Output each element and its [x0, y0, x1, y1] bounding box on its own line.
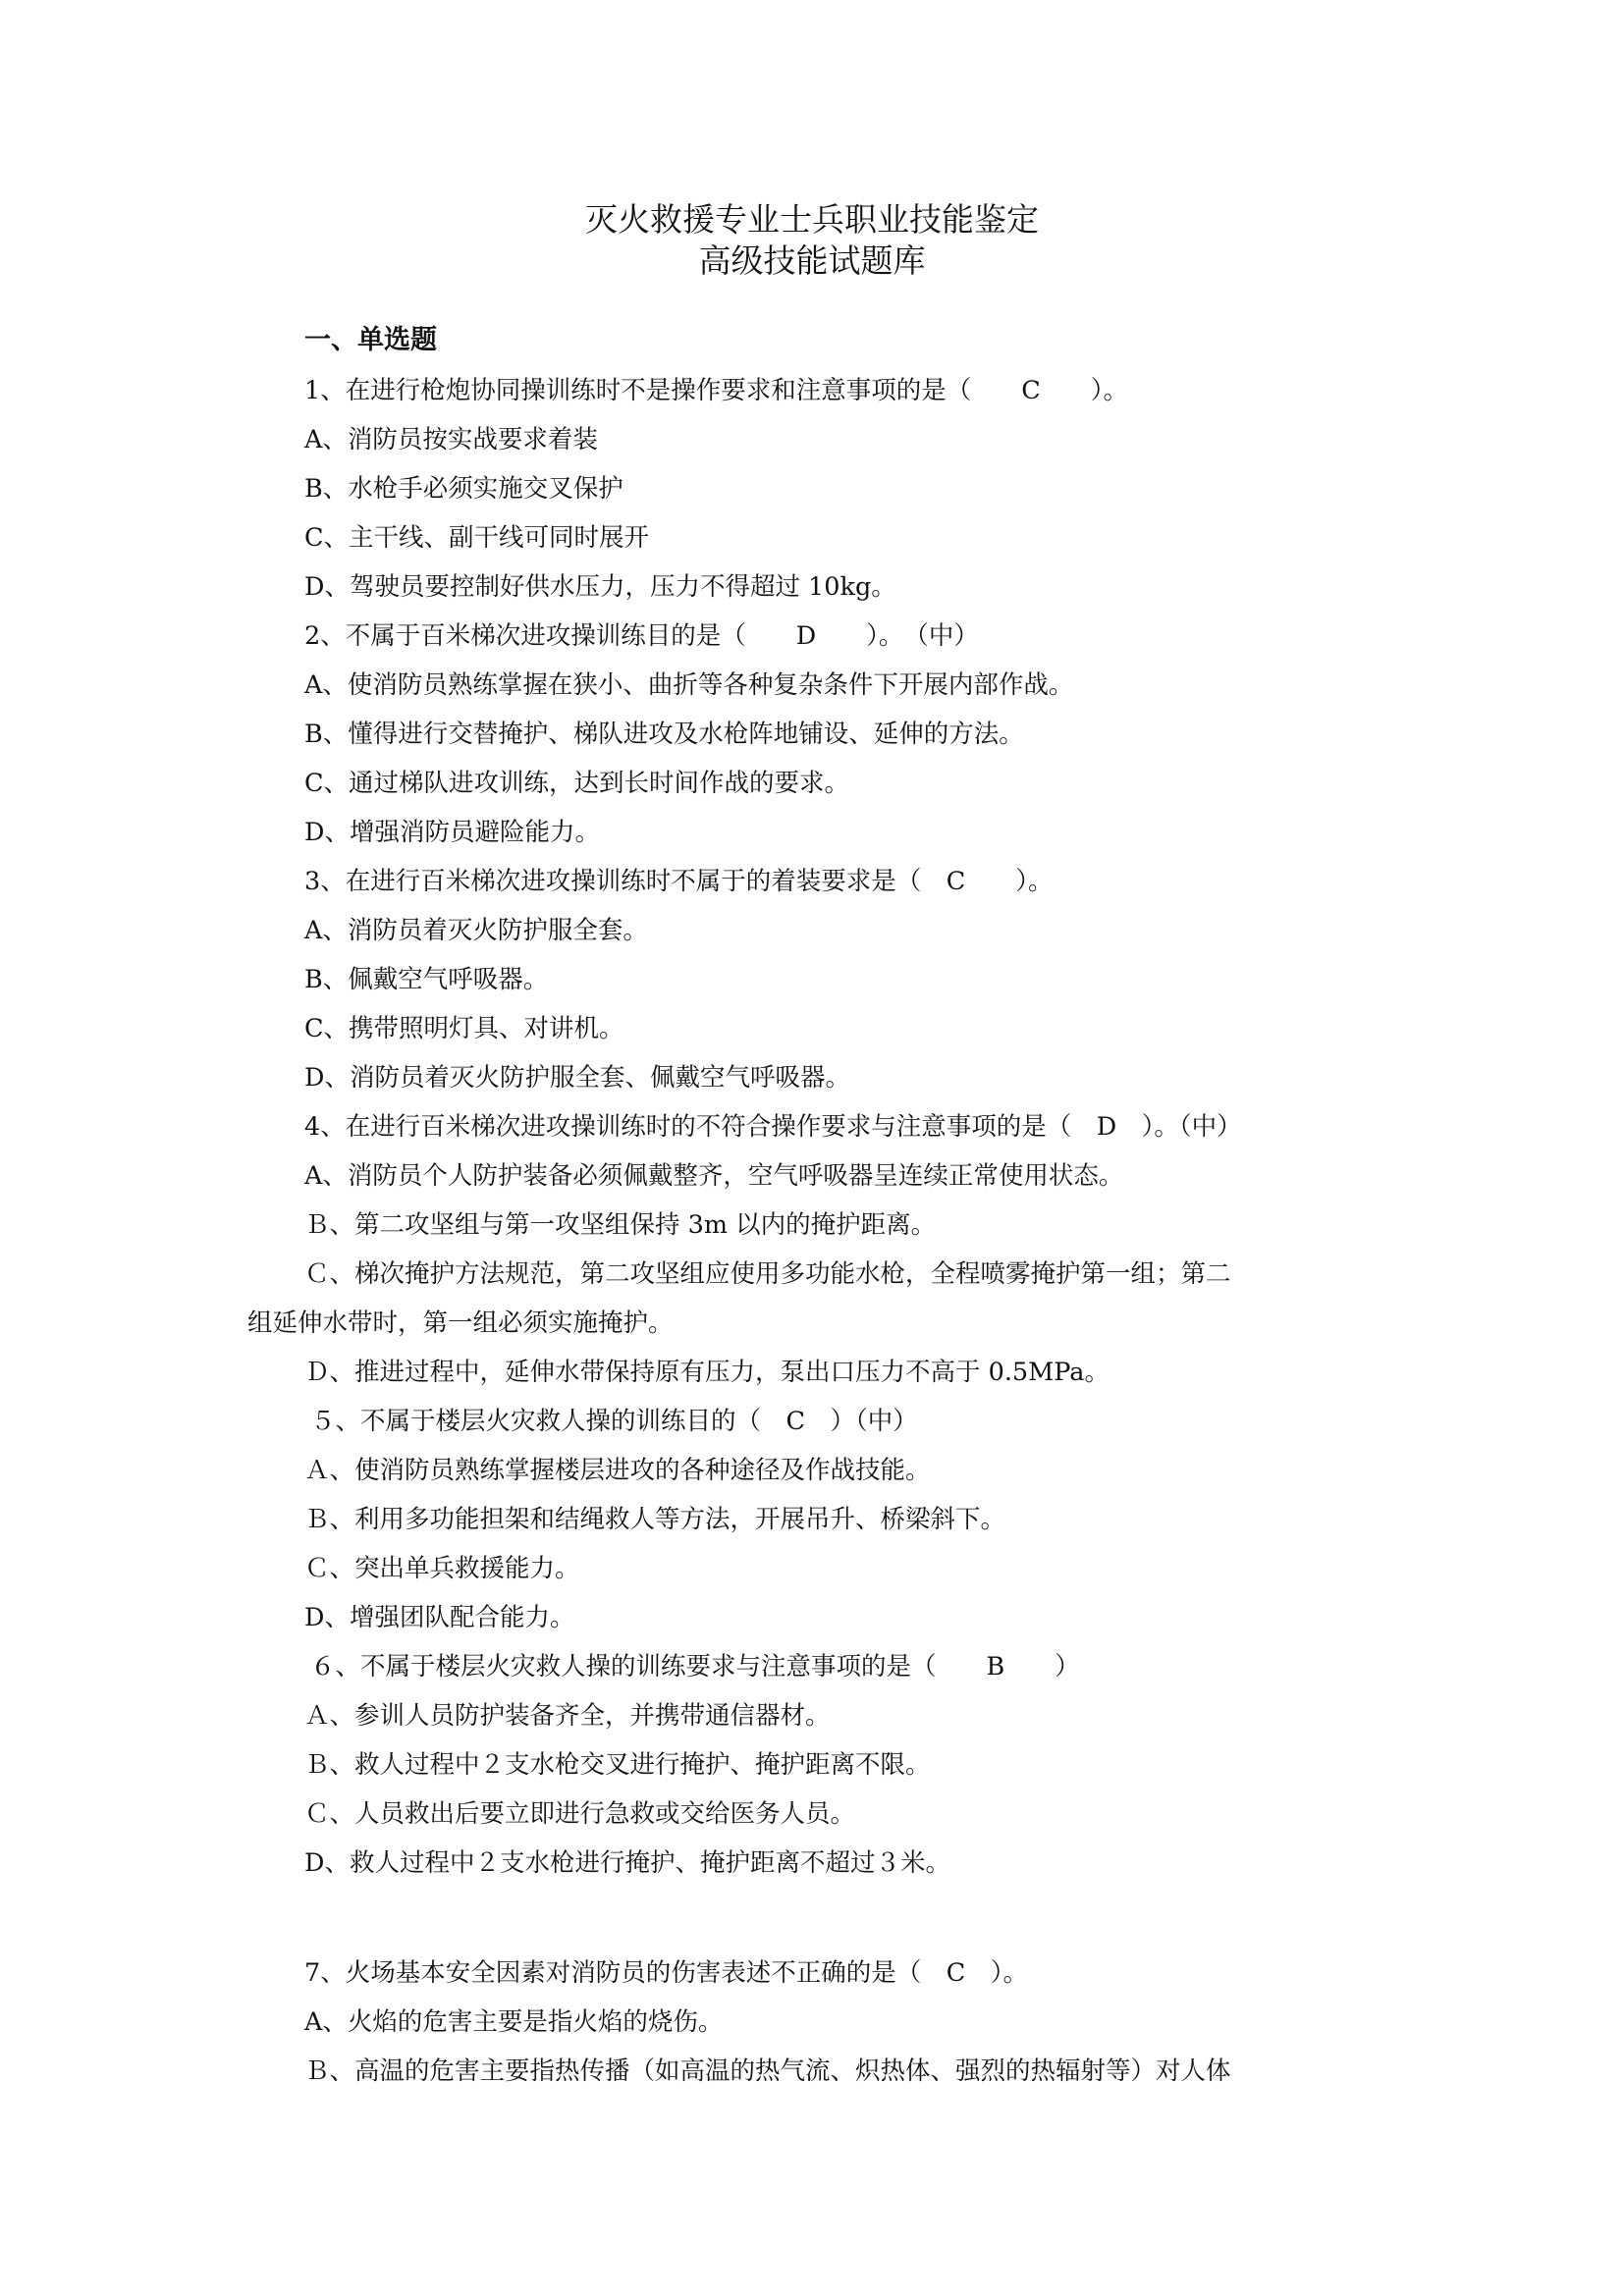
- option-c: Ｃ、人员救出后要立即进行急救或交给医务人员。: [304, 1799, 856, 1829]
- option-b: B、佩戴空气呼吸器。: [304, 965, 549, 994]
- option-a: A、消防员按实战要求着装: [304, 425, 598, 454]
- option-d: D、救人过程中２支水枪进行掩护、掩护距离不超过３米。: [304, 1848, 950, 1878]
- question-5: ５、不属于楼层火灾救人操的训练目的（ C ）（中）: [310, 1407, 918, 1436]
- option-b: B、懂得进行交替掩护、梯队进攻及水枪阵地铺设、延伸的方法。: [304, 720, 1024, 749]
- option-a: A、火焰的危害主要是指火焰的烧伤。: [304, 2007, 724, 2037]
- option-c: C、通过梯队进攻训练，达到长时间作战的要求。: [304, 769, 850, 798]
- option-a: A、消防员个人防护装备必须佩戴整齐，空气呼吸器呈连续正常使用状态。: [304, 1161, 1124, 1191]
- option-c: C、主干线、副干线可同时展开: [304, 523, 650, 553]
- document-subtitle: 高级技能试题库: [698, 241, 926, 280]
- option-d: D、消防员着灭火防护服全套、佩戴空气呼吸器。: [304, 1063, 850, 1093]
- option-d: D、驾驶员要控制好供水压力，压力不得超过 10kg。: [304, 572, 896, 602]
- option-b: Ｂ、高温的危害主要指热传播（如高温的热气流、炽热体、强烈的热辐射等）对人体: [304, 2056, 1231, 2086]
- option-b: Ｂ、第二攻坚组与第一攻坚组保持 3m 以内的掩护距离。: [304, 1210, 937, 1240]
- section-heading: 一、单选题: [304, 325, 437, 355]
- question-1: 1、在进行枪炮协同操训练时不是操作要求和注意事项的是（ C ）。: [304, 376, 1128, 405]
- question-2: 2、不属于百米梯次进攻操训练目的是（ D ）。 （中）: [304, 621, 979, 651]
- option-a: A、使消防员熟练掌握在狭小、曲折等各种复杂条件下开展内部作战。: [304, 670, 1074, 700]
- option-c-continued: 组延伸水带时，第一组必须实施掩护。: [247, 1308, 674, 1338]
- option-b: Ｂ、救人过程中２支水枪交叉进行掩护、掩护距离不限。: [304, 1750, 931, 1780]
- question-7: 7、火场基本安全因素对消防员的伤害表述不正确的是（ C ）。: [304, 1958, 1028, 1988]
- option-c: Ｃ、梯次掩护方法规范，第二攻坚组应使用多功能水枪，全程喷雾掩护第一组；第二: [304, 1259, 1231, 1289]
- question-3: 3、在进行百米梯次进攻操训练时不属于的着装要求是（ C ）。: [304, 867, 1054, 896]
- option-a: A、消防员着灭火防护服全套。: [304, 916, 648, 945]
- option-a: Ａ、参训人员防护装备齐全，并携带通信器材。: [304, 1701, 831, 1731]
- option-b: Ｂ、利用多功能担架和结绳救人等方法，开展吊升、桥梁斜下。: [304, 1505, 1006, 1534]
- option-d: D、增强消防员避险能力。: [304, 818, 600, 847]
- question-6: ６、不属于楼层火灾救人操的训练要求与注意事项的是（ B ）: [310, 1652, 1080, 1682]
- option-d: D、增强团队配合能力。: [304, 1603, 575, 1632]
- document-title: 灭火救援专业士兵职业技能鉴定: [585, 200, 1039, 239]
- option-c: C、携带照明灯具、对讲机。: [304, 1014, 624, 1043]
- option-b: B、水枪手必须实施交叉保护: [304, 474, 623, 504]
- option-c: Ｃ、突出单兵救援能力。: [304, 1554, 580, 1583]
- option-a: Ａ、使消防员熟练掌握楼层进攻的各种途径及作战技能。: [304, 1456, 931, 1485]
- question-4: 4、在进行百米梯次进攻操训练时的不符合操作要求与注意事项的是（ D ）。（中）: [304, 1112, 1242, 1142]
- option-d: Ｄ、推进过程中，延伸水带保持原有压力，泵出口压力不高于 0.5MPa。: [304, 1358, 1110, 1387]
